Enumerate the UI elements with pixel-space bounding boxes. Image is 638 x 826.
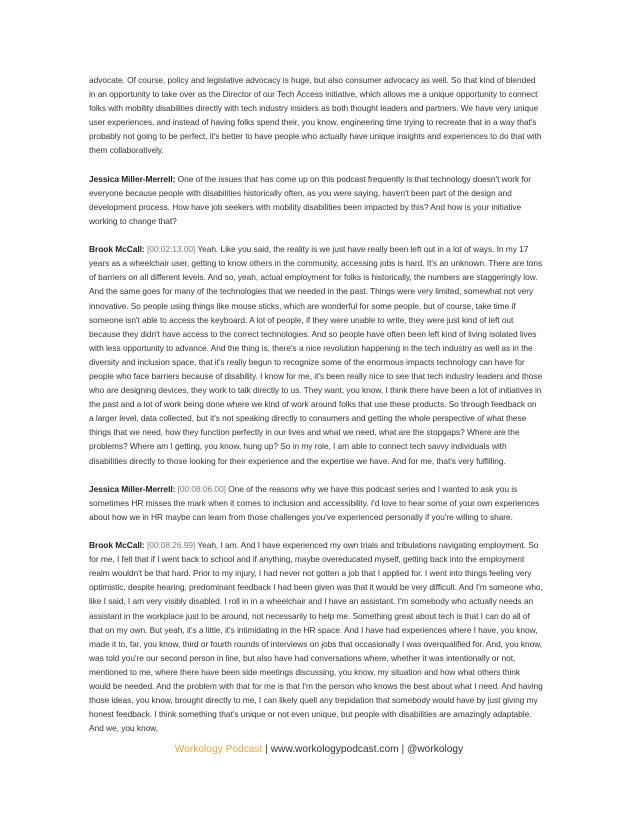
timestamp: [00:02:13.00] [146, 244, 196, 255]
timestamp: [00:08:26.99] [146, 540, 196, 551]
footer-separator: | [398, 744, 407, 755]
speaker-name: Brook McCall: [89, 540, 145, 551]
speaker-name: Jessica Miller-Merrell: [89, 173, 176, 184]
transcript-body [89, 73, 543, 750]
transcript-paragraph [89, 482, 543, 524]
speaker-name: Brook McCall: [89, 244, 145, 255]
speaker-name: Jessica Miller-Merrell: [89, 483, 176, 494]
transcript-paragraph [89, 172, 543, 228]
paragraph-text: advocate. Of course, policy and legislative advocacy is huge, but also consumer advocacy as well. So that kind of blended in an opportunity to take over as the Director of our Tech Access initiative, which allows me a unique opportunity to connect folks with mobility disabilities directly with tech industry insiders as both thought leaders and partners. We have very unique user experiences, and instead of having folks spend their, you know, engineering time trying to recreate that in a way that's probably not going to be perfect, it's better to have people who actually have unique insights and experiences to do that with them collaboratively. [89, 75, 542, 156]
paragraph-text: Yeah, I am. And I have experienced my own trials and tribulations navigating employment. So for me, I felt that if I went back to school and if anything, maybe overeducated myself, getting back into the employment realm wouldn't be that hard. Prior to my injury, I had never not gotten a job that I applied for. I went into things feeling very optimistic, despite hearing, predominant feedback I had been given was that it would be very difficult. And I'm someone who, like I said, I am very visibly disabled. I roll in in a wheelchair and I have an assistant. I'm somebody who actually needs an assistant in the workplace just to be around, not necessarily to help me. Something great about tech is that I can do all of that on my own. But yeah, it's a little, it's intimidating in the HR space. And I have had experiences where I have, you know, made it to, far, you know, third or fourth rounds of interviews on jobs that occasionally I was overqualified for. And, you know, was told you're our second person in line, but also have had conversations where, whether it was intentionally or not, mentioned to me, where there have been side meetings discussing, you know, my situation and how what others think would be needed. And the problem with that for me is that I'm the person who knows the best about what I need. And having those ideas, you know, brought directly to me, I can likely quell any trepidation that somebody would have by just giving my honest feedback. I think something that's unique or not even unique, but people with disabilities are amazingly adaptable. And we, you know, [89, 540, 543, 734]
footer-handle: @workology [406, 744, 464, 755]
paragraph-text: One of the issues that has come up on this podcast frequently is that technology doesn't work for everyone because people with disabilities historically often, as you were saying, haven't been part of the design and development process. How have job seekers with mobility disabilities been impacted by this? And how is your initiative working to change that? [89, 173, 532, 226]
transcript-paragraph [89, 242, 543, 468]
timestamp: [00:08:06.00] [177, 483, 226, 494]
page-footer [0, 744, 638, 755]
transcript-paragraph [89, 73, 543, 158]
footer-url: www.workologypodcast.com [270, 744, 399, 755]
footer-separator: | [262, 744, 271, 755]
paragraph-text: One of the reasons why we have this podcast series and I wanted to ask you is sometimes HR misses the mark when it comes to inclusion and accessibility. I'd love to hear some of your own experiences about how we in HR maybe can learn from those challenges you've experienced personally if you're willing to share. [89, 483, 540, 522]
footer-brand: Workology Podcast [174, 744, 263, 755]
transcript-paragraph [89, 538, 543, 735]
paragraph-text: Yeah. Like you said, the reality is we just have really been left out in a lot of ways. In my 17 years as a wheelchair user, getting to know others in the community, accessing jobs is hard. It's an unknown. There are tons of barriers on all different levels. And so, yeah, actual employment for folks is historically, the numbers are staggeringly low. And the same goes for many of the technologies that we needed in the past. Things were very limited, somewhat not very innovative. So people using things like mouse sticks, which are wonderful for some people, but of course, take time if someone isn't able to access the keyboard. A lot of people, if they were unable to write, they were just kind of left out because they didn't have access to the correct technologies. And so people have often been left kind of living isolated lives with less opportunity to advance. And the thing is, there's a nice revolution happening in the tech industry as well as in the diversity and inclusion space, that it's really begun to recognize some of the enormous impacts technology can have for people who face barriers because of disability. I know for me, it's been really nice to see that tech industry leaders and those who are designing devices, they work to talk directly to us. They want, you know, I think there have been a lot of initiatives in the past and a lot of work being done where we kind of work around folks that use these products. So through feedback on a larger level, data collected, but it's not speaking directly to consumers and getting the whole perspective of what these things that we need, how they function perfectly in our lives and what we need, what are the stopgaps? Where are the problems? Where am I getting, you know, hung up? So in my role, I am able to connect tech savvy individuals with disabilities directly to those looking for their experience and the expertise we have. And for me, that's very fulfilling. [89, 244, 543, 466]
